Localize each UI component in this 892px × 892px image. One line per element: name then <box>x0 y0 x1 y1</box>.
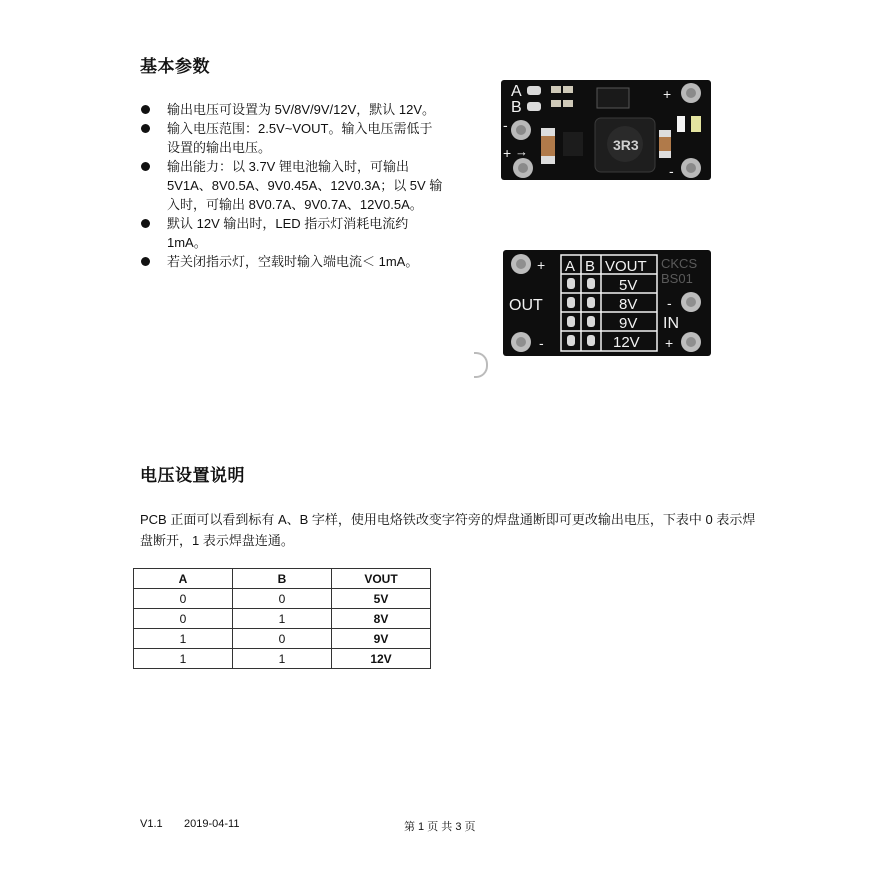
svg-text:A: A <box>565 258 576 275</box>
svg-text:5V: 5V <box>619 277 638 294</box>
footer-version: V1.1 <box>140 818 163 830</box>
svg-text:+: + <box>537 257 546 273</box>
svg-text:8V: 8V <box>619 296 638 313</box>
section-title-basic-params: 基本参数 <box>140 57 210 76</box>
table-row: 1 0 9V <box>134 629 431 649</box>
label-a: A <box>511 83 522 100</box>
svg-text:+: + <box>665 335 674 351</box>
svg-text:+: + <box>503 145 512 161</box>
bullet-icon <box>141 257 150 266</box>
inductor-label: 3R3 <box>613 137 639 153</box>
bullet-icon <box>141 162 150 171</box>
footer-page-number: 第 1 页 共 3 页 <box>404 821 476 833</box>
bullet-icon <box>141 124 150 133</box>
arrow-icon: → <box>515 144 528 159</box>
scan-mark <box>474 352 488 378</box>
svg-text:-: - <box>669 163 674 179</box>
bullet-icon <box>141 105 150 114</box>
svg-text:9V: 9V <box>619 315 638 332</box>
out-label: OUT <box>509 297 543 314</box>
list-item: 输出电压可设置为 5V/8V/9V/12V，默认 12V。 <box>140 100 445 119</box>
bullet-icon <box>141 219 150 228</box>
footer-date: 2019-04-11 <box>184 818 240 830</box>
table-row: 1 1 12V <box>134 649 431 669</box>
label-b: B <box>511 99 522 116</box>
svg-text:VOUT: VOUT <box>605 258 647 275</box>
table-row: 0 0 5V <box>134 589 431 609</box>
svg-text:-: - <box>503 117 508 133</box>
voltage-table <box>133 568 431 669</box>
pcb-front-image <box>501 80 711 180</box>
pcb-back-image <box>503 250 711 356</box>
param-list <box>140 100 445 271</box>
table-header-row: A B VOUT <box>134 569 431 589</box>
list-item: 默认 12V 输出时，LED 指示灯消耗电流约 1mA。 <box>140 214 445 252</box>
svg-text:+: + <box>663 86 672 102</box>
list-item: 若关闭指示灯，空载时输入端电流＜ 1mA。 <box>140 252 445 271</box>
svg-text:B: B <box>585 258 596 275</box>
table-row: 0 1 8V <box>134 609 431 629</box>
list-item: 输出能力：以 3.7V 锂电池输入时，可输出 5V1A、8V0.5A、9V0.45A、12V0.3A；以 5V 输入时，可输出 8V0.7A、9V0.7A、12V0.5A。 <box>140 157 445 214</box>
voltage-setting-paragraph: PCB 正面可以看到标有 A、B 字样，使用电烙铁改变字符旁的焊盘通断即可更改输出电压，下表中 0 表示焊盘断开，1 表示焊盘连通。 <box>140 512 756 548</box>
list-item: 输入电压范围：2.5V~VOUT。输入电压需低于设置的输出电压。 <box>140 119 445 157</box>
brand-line-1: CKCS <box>661 256 698 271</box>
brand-line-2: BS01 <box>661 271 693 286</box>
in-label: IN <box>663 315 679 332</box>
svg-text:12V: 12V <box>613 334 640 351</box>
svg-text:-: - <box>539 335 544 351</box>
svg-text:-: - <box>667 295 672 311</box>
section-title-voltage-setting: 电压设置说明 <box>140 466 245 485</box>
